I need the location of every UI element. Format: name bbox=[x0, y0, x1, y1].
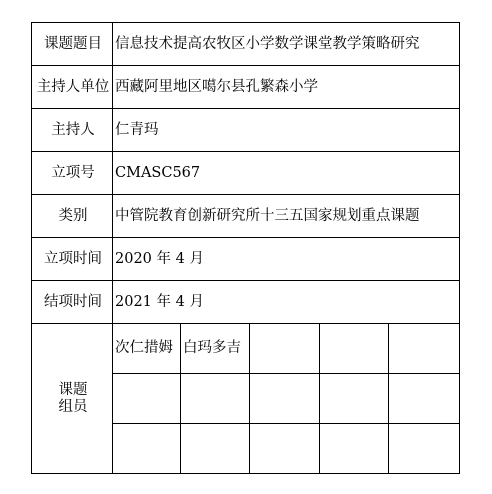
member-empty-cell bbox=[320, 374, 389, 424]
members-row-1 bbox=[32, 324, 460, 374]
project-number-value: CMASC567 bbox=[113, 152, 460, 195]
row-host bbox=[32, 109, 460, 152]
member-empty-cell bbox=[113, 424, 181, 474]
member-empty-cell bbox=[181, 374, 250, 424]
member-empty-cell bbox=[181, 424, 250, 474]
member-empty-cell bbox=[320, 324, 389, 374]
row-start-date bbox=[32, 238, 460, 281]
member-name: 次仁措姆 bbox=[113, 324, 181, 374]
start-date-label: 立项时间 bbox=[32, 238, 113, 281]
member-empty-cell bbox=[389, 324, 460, 374]
topic-label: 课题题目 bbox=[32, 23, 113, 66]
category-value: 中管院教育创新研究所十三五国家规划重点课题 bbox=[113, 195, 460, 238]
end-date-label: 结项时间 bbox=[32, 281, 113, 324]
host-unit-label: 主持人单位 bbox=[32, 66, 113, 109]
member-empty-cell bbox=[250, 324, 320, 374]
end-date-value: 2021 年 4 月 bbox=[113, 281, 460, 324]
member-name: 白玛多吉 bbox=[181, 324, 250, 374]
members-label-line1: 课题 bbox=[58, 381, 88, 398]
host-value: 仁青玛 bbox=[113, 109, 460, 152]
row-end-date bbox=[32, 281, 460, 324]
row-topic bbox=[32, 23, 460, 66]
members-label-line2: 组员 bbox=[58, 398, 88, 415]
host-unit-value: 西藏阿里地区噶尔县孔繁森小学 bbox=[113, 66, 460, 109]
member-empty-cell bbox=[250, 424, 320, 474]
member-empty-cell bbox=[389, 424, 460, 474]
member-empty-cell bbox=[320, 424, 389, 474]
project-info-table bbox=[31, 22, 460, 474]
topic-value: 信息技术提高农牧区小学数学课堂教学策略研究 bbox=[113, 23, 460, 66]
member-empty-cell bbox=[389, 374, 460, 424]
start-date-value: 2020 年 4 月 bbox=[113, 238, 460, 281]
project-number-label: 立项号 bbox=[32, 152, 113, 195]
row-host-unit bbox=[32, 66, 460, 109]
member-empty-cell bbox=[113, 374, 181, 424]
member-empty-cell bbox=[250, 374, 320, 424]
row-category bbox=[32, 195, 460, 238]
members-label bbox=[32, 324, 113, 474]
host-label: 主持人 bbox=[32, 109, 113, 152]
row-project-number bbox=[32, 152, 460, 195]
category-label: 类别 bbox=[32, 195, 113, 238]
